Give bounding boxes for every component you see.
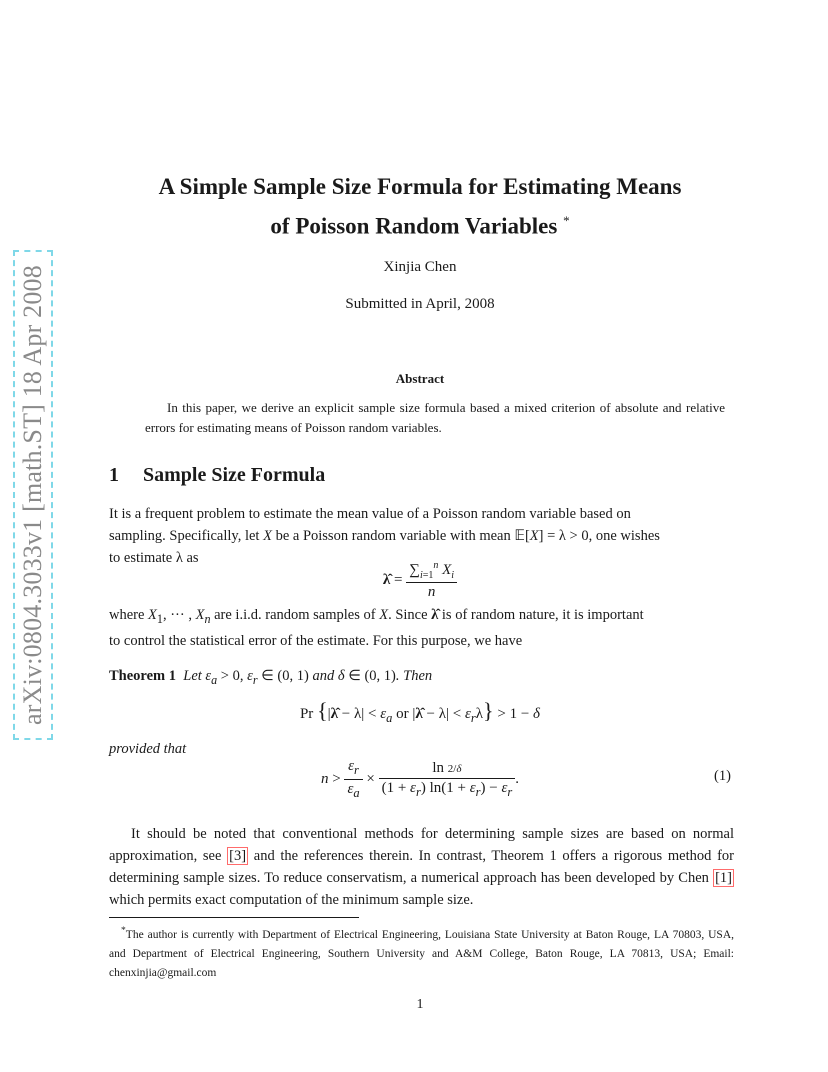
provided-that: provided that	[109, 741, 187, 757]
sample-size-equation: n > $\frac{\varepsilon_r}{\varepsilon_a}$ × $\frac{\ln 2/\delta}{(1 + \varepsilon_r) \ln(1 + \varepsilon_r) - \varepsilon_r}$ .	[320, 758, 520, 800]
p1-line-3: to estimate λ as	[109, 550, 199, 566]
footnote	[109, 921, 734, 983]
paper-title	[100, 170, 740, 244]
p1-line-2: sampling. Specifically, let X be a Poisson random variable with mean 𝔼[X] = λ > 0, one wishes	[109, 528, 660, 544]
title-footnote-mark: *	[563, 213, 570, 228]
footnote-mark: *	[121, 925, 126, 936]
arxiv-stamp	[13, 250, 53, 740]
title-line-2: of Poisson Random Variables *	[270, 213, 570, 239]
footnote-rule	[109, 917, 359, 918]
citation-3-link[interactable]: [3]	[229, 848, 247, 864]
paragraph-3: It should be noted that conventional methods for determining sample sizes are based on normal approximation, see [3] and the references therein. In contrast, Theorem 1 offers a rigorous method for determining sample sizes. To reduce conservatism, a numerical approach has been developed by Chen [1] which permits exact computation of the minimum sample size.	[109, 826, 734, 908]
page-number: 1	[416, 997, 424, 1012]
p1-line-1: It is a frequent problem to estimate the mean value of a Poisson random variable based on	[109, 506, 631, 522]
theorem-label: Theorem 1	[109, 668, 176, 684]
p2-line-1: where $X_1$, ··· , $X_n$ are i.i.d. random samples of X. Since λ̂ is of random nature, it is important	[109, 607, 644, 626]
theorem-probability-equation: Pr {|λ̂ − $\lambda| < \varepsilon_a$ or |λ̂ − $\lambda| < \varepsilon_r\lambda\} > 1 - \delta$	[299, 698, 541, 725]
section-number: 1	[109, 464, 119, 486]
abstract-heading: Abstract	[395, 371, 445, 386]
title-line-1: A Simple Sample Size Formula for Estimating Means	[158, 174, 682, 199]
equation-number: (1)	[714, 768, 731, 784]
citation-1-link[interactable]: [1]	[715, 870, 732, 886]
section-title: Sample Size Formula	[143, 464, 326, 486]
abstract-body: In this paper, we derive an explicit sample size formula based a mixed criterion of absolute and relative errors for estimating means of Poisson random variables.	[145, 400, 725, 435]
author: Xinjia Chen	[383, 259, 457, 275]
theorem-statement: Theorem 1 Let $\varepsilon_a > 0$, $\varepsilon_r$ ∈ (0, 1) and δ ∈ (0, 1). Then	[109, 668, 433, 687]
submission-date: Submitted in April, 2008	[345, 296, 495, 312]
estimator-equation: λ̂ = $\frac{\sum_{i=1}^n X_i}{n}$	[100, 560, 740, 601]
footnote-text: The author is currently with Department of Electrical Engineering, Louisiana State University at Baton Rouge, LA 70803, USA, and Department of Electrical Engineering, Southern University and A&M College, Baton Rouge, LA 70813, USA; Email: chenxinjia@gmail.com	[109, 928, 734, 979]
p2-line-2: to control the statistical error of the estimate. For this purpose, we have	[109, 632, 523, 649]
paragraph-2	[109, 604, 734, 652]
section-heading	[109, 464, 325, 487]
arxiv-stamp-text: arXiv:0804.3033v1 [math.ST] 18 Apr 2008	[18, 265, 47, 725]
